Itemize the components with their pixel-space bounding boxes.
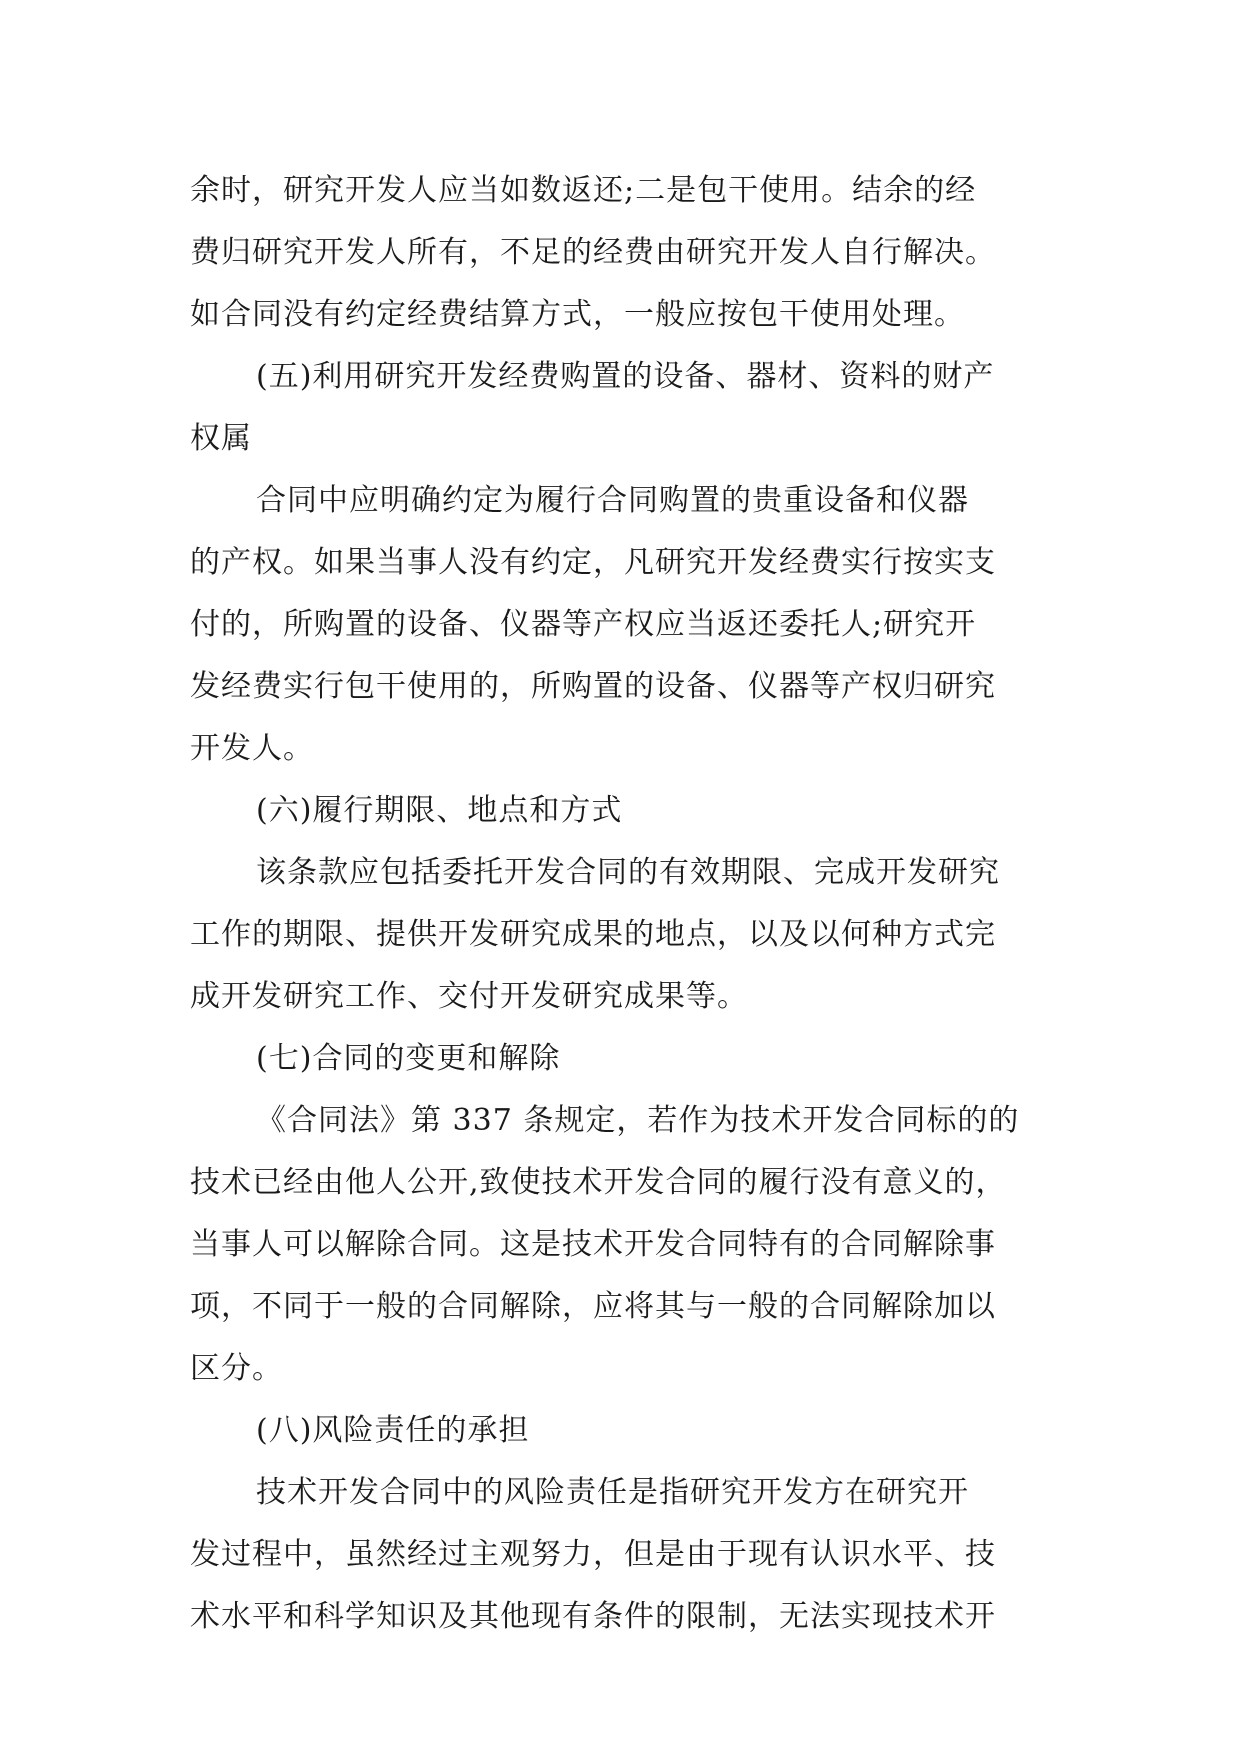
paragraph-line: 余时，研究开发人应当如数返还;二是包干使用。结余的经 (190, 173, 977, 208)
paragraph-line: 术水平和科学知识及其他现有条件的限制，无法实现技术开 (190, 1599, 996, 1634)
section-heading-seven: (七)合同的变更和解除 (256, 1041, 561, 1076)
section-heading-eight: (八)风险责任的承担 (256, 1413, 530, 1448)
paragraph-line: 如合同没有约定经费结算方式，一般应按包干使用处理。 (190, 297, 965, 332)
paragraph-line: 区分。 (190, 1351, 283, 1386)
section-heading-six: (六)履行期限、地点和方式 (256, 793, 623, 828)
section-heading-five-continued: 权属 (190, 421, 252, 456)
section-heading-five: (五)利用研究开发经费购置的设备、器材、资料的财产 (256, 359, 995, 394)
paragraph-line: 发过程中，虽然经过主观努力，但是由于现有认识水平、技 (190, 1537, 996, 1572)
paragraph-line: 《合同法》第 337 条规定，若作为技术开发合同标的的 (256, 1103, 1020, 1138)
paragraph-line: 合同中应明确约定为履行合同购置的贵重设备和仪器 (256, 483, 969, 518)
paragraph-line: 当事人可以解除合同。这是技术开发合同特有的合同解除事 (190, 1227, 996, 1262)
paragraph-line: 成开发研究工作、交付开发研究成果等。 (190, 979, 748, 1014)
paragraph-line: 付的，所购置的设备、仪器等产权应当返还委托人;研究开 (190, 607, 977, 642)
paragraph-line: 项，不同于一般的合同解除，应将其与一般的合同解除加以 (190, 1289, 996, 1324)
paragraph-line: 费归研究开发人所有，不足的经费由研究开发人自行解决。 (190, 235, 996, 270)
paragraph-line: 技术已经由他人公开,致使技术开发合同的履行没有意义的， (190, 1165, 1007, 1200)
document-body (190, 160, 1070, 1648)
paragraph-line: 工作的期限、提供开发研究成果的地点，以及以何种方式完 (190, 917, 996, 952)
paragraph-line: 开发人。 (190, 731, 314, 766)
paragraph-line: 发经费实行包干使用的，所购置的设备、仪器等产权归研究 (190, 669, 996, 704)
paragraph-line: 技术开发合同中的风险责任是指研究开发方在研究开 (256, 1475, 969, 1510)
paragraph-line: 的产权。如果当事人没有约定，凡研究开发经费实行按实支 (190, 545, 996, 580)
paragraph-line: 该条款应包括委托开发合同的有效期限、完成开发研究 (256, 855, 1000, 890)
